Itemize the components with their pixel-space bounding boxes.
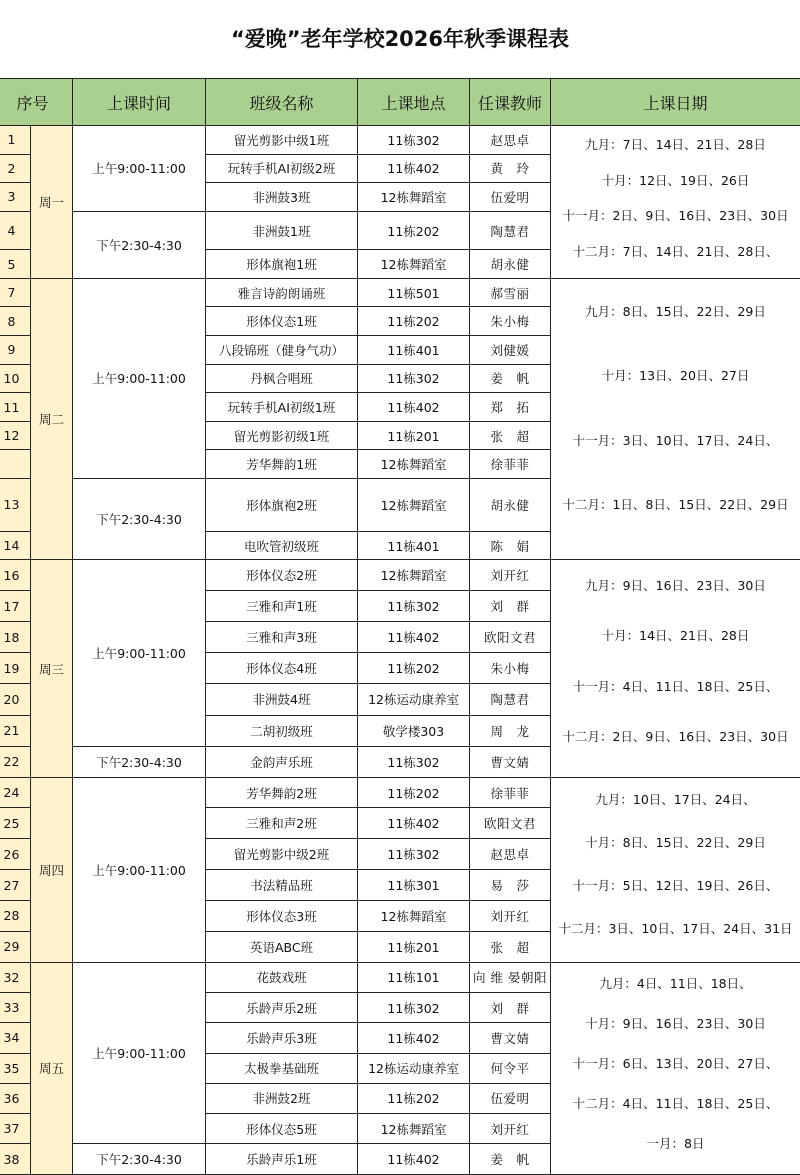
row-seq: 20 bbox=[0, 684, 31, 715]
location-cell: 11栋302 bbox=[358, 364, 470, 393]
header-teacher: 任课教师 bbox=[470, 79, 551, 126]
class-dates-cell bbox=[551, 278, 800, 560]
teacher-cell: 张 超 bbox=[470, 421, 551, 450]
location-cell: 11栋402 bbox=[358, 808, 470, 839]
teacher-cell: 刘 群 bbox=[470, 591, 551, 622]
location-cell: 12栋舞蹈室 bbox=[358, 560, 470, 591]
row-seq: 19 bbox=[0, 653, 31, 684]
row-seq: 38 bbox=[0, 1144, 31, 1174]
row-seq: 27 bbox=[0, 870, 31, 901]
row-seq: 25 bbox=[0, 808, 31, 839]
schedule-table bbox=[0, 78, 800, 1175]
location-cell: 11栋301 bbox=[358, 870, 470, 901]
row-seq: 22 bbox=[0, 746, 31, 777]
class-name-cell: 芳华舞韵2班 bbox=[206, 777, 358, 808]
teacher-cell: 刘 群 bbox=[470, 992, 551, 1022]
location-cell: 11栋201 bbox=[358, 421, 470, 450]
class-name-cell: 留光剪影中级2班 bbox=[206, 839, 358, 870]
class-name-cell: 玩转手机AI初级2班 bbox=[206, 154, 358, 183]
row-seq: 10 bbox=[0, 364, 31, 393]
class-dates-cell bbox=[551, 126, 800, 279]
row-seq: 13 bbox=[0, 479, 31, 532]
location-cell: 11栋101 bbox=[358, 962, 470, 992]
time-slot-cell: 下午2:30-4:30 bbox=[73, 1144, 206, 1174]
row-seq: 11 bbox=[0, 393, 31, 422]
date-line: 十二月：1日、8日、15日、22日、29日 bbox=[562, 497, 789, 513]
time-slot-cell: 下午2:30-4:30 bbox=[73, 479, 206, 560]
teacher-cell: 刘开红 bbox=[470, 560, 551, 591]
class-name-cell: 芳华舞韵1班 bbox=[206, 450, 358, 479]
date-line: 十一月：2日、9日、16日、23日、30日 bbox=[562, 208, 789, 224]
location-cell: 12栋舞蹈室 bbox=[358, 900, 470, 931]
location-cell: 11栋202 bbox=[358, 211, 470, 250]
class-name-cell: 英语ABC班 bbox=[206, 931, 358, 962]
class-dates-cell bbox=[551, 560, 800, 777]
teacher-cell: 郝雪丽 bbox=[470, 278, 551, 307]
class-name-cell: 乐龄声乐2班 bbox=[206, 992, 358, 1022]
teacher-cell: 黄 玲 bbox=[470, 154, 551, 183]
location-cell: 11栋401 bbox=[358, 531, 470, 560]
location-cell: 11栋202 bbox=[358, 653, 470, 684]
page-title: “爱晚”老年学校2026年秋季课程表 bbox=[230, 27, 570, 51]
date-line: 十月：13日、20日、27日 bbox=[601, 368, 750, 384]
date-line: 九月：7日、14日、21日、28日 bbox=[585, 136, 766, 152]
location-cell: 11栋501 bbox=[358, 278, 470, 307]
location-cell: 12栋舞蹈室 bbox=[358, 1114, 470, 1144]
class-name-cell: 雅言诗韵朗诵班 bbox=[206, 278, 358, 307]
row-seq: 21 bbox=[0, 715, 31, 746]
location-cell: 11栋402 bbox=[358, 622, 470, 653]
location-cell: 11栋302 bbox=[358, 746, 470, 777]
date-line: 十月：12日、19日、26日 bbox=[601, 172, 750, 188]
row-seq: 9 bbox=[0, 336, 31, 365]
row-seq: 8 bbox=[0, 307, 31, 336]
teacher-cell: 周 龙 bbox=[470, 715, 551, 746]
row-seq: 18 bbox=[0, 622, 31, 653]
date-line: 九月：9日、16日、23日、30日 bbox=[585, 578, 766, 594]
date-line: 十二月：3日、10日、17日、24日、31日 bbox=[558, 920, 793, 936]
teacher-cell: 陶慧君 bbox=[470, 211, 551, 250]
teacher-cell: 张 超 bbox=[470, 931, 551, 962]
teacher-cell: 刘健媛 bbox=[470, 336, 551, 365]
teacher-cell: 陶慧君 bbox=[470, 684, 551, 715]
date-line: 十月：9日、16日、23日、30日 bbox=[585, 1015, 766, 1031]
date-line: 十一月：5日、12日、19日、26日、 bbox=[572, 877, 779, 893]
class-name-cell: 非洲鼓4班 bbox=[206, 684, 358, 715]
teacher-cell: 胡永健 bbox=[470, 250, 551, 279]
table-row bbox=[0, 126, 800, 155]
location-cell: 11栋402 bbox=[358, 1023, 470, 1053]
class-name-cell: 花鼓戏班 bbox=[206, 962, 358, 992]
date-line: 九月：10日、17日、24日、 bbox=[595, 792, 756, 808]
weekday-cell: 周一 bbox=[31, 126, 73, 279]
table-row bbox=[0, 278, 800, 307]
row-seq: 34 bbox=[0, 1023, 31, 1053]
class-name-cell: 三雅和声3班 bbox=[206, 622, 358, 653]
class-name-cell: 乐龄声乐1班 bbox=[206, 1144, 358, 1174]
class-name-cell: 乐龄声乐3班 bbox=[206, 1023, 358, 1053]
row-seq: 32 bbox=[0, 962, 31, 992]
row-seq: 5 bbox=[0, 250, 31, 279]
location-cell: 12栋舞蹈室 bbox=[358, 479, 470, 532]
class-name-cell: 形体旗袍1班 bbox=[206, 250, 358, 279]
location-cell: 11栋302 bbox=[358, 839, 470, 870]
date-line: 十二月：4日、11日、18日、25日、 bbox=[572, 1095, 779, 1111]
location-cell: 11栋401 bbox=[358, 336, 470, 365]
time-slot-cell: 上午9:00-11:00 bbox=[73, 560, 206, 746]
class-name-cell: 留光剪影中级1班 bbox=[206, 126, 358, 155]
time-slot-cell: 下午2:30-4:30 bbox=[73, 211, 206, 278]
class-name-cell: 三雅和声1班 bbox=[206, 591, 358, 622]
teacher-cell: 向 维 晏朝阳 bbox=[470, 962, 551, 992]
row-seq: 3 bbox=[0, 183, 31, 212]
row-seq: 2 bbox=[0, 154, 31, 183]
class-name-cell: 非洲鼓2班 bbox=[206, 1083, 358, 1113]
class-name-cell: 形体旗袍2班 bbox=[206, 479, 358, 532]
row-seq: 16 bbox=[0, 560, 31, 591]
class-name-cell: 形体仪态2班 bbox=[206, 560, 358, 591]
location-cell: 12栋舞蹈室 bbox=[358, 250, 470, 279]
class-name-cell: 三雅和声2班 bbox=[206, 808, 358, 839]
row-seq: 12 bbox=[0, 421, 31, 450]
class-name-cell: 留光剪影初级1班 bbox=[206, 421, 358, 450]
header-dates: 上课日期 bbox=[551, 79, 800, 126]
teacher-cell: 伍爱明 bbox=[470, 183, 551, 212]
teacher-cell: 何令平 bbox=[470, 1053, 551, 1083]
header-row bbox=[0, 79, 800, 126]
teacher-cell: 刘开红 bbox=[470, 900, 551, 931]
teacher-cell: 刘开红 bbox=[470, 1114, 551, 1144]
row-seq: 36 bbox=[0, 1083, 31, 1113]
teacher-cell: 郑 拓 bbox=[470, 393, 551, 422]
date-line: 十二月：7日、14日、21日、28日、 bbox=[572, 244, 779, 260]
location-cell: 11栋402 bbox=[358, 393, 470, 422]
class-name-cell: 太极拳基础班 bbox=[206, 1053, 358, 1083]
row-seq: 29 bbox=[0, 931, 31, 962]
class-name-cell: 非洲鼓3班 bbox=[206, 183, 358, 212]
row-seq: 28 bbox=[0, 900, 31, 931]
teacher-cell: 胡永健 bbox=[470, 479, 551, 532]
location-cell: 12栋舞蹈室 bbox=[358, 450, 470, 479]
date-line: 十月：8日、15日、22日、29日 bbox=[585, 834, 766, 850]
date-line: 十二月：2日、9日、16日、23日、30日 bbox=[562, 728, 789, 744]
teacher-cell: 赵思卓 bbox=[470, 126, 551, 155]
teacher-cell: 曹文婧 bbox=[470, 746, 551, 777]
class-name-cell: 书法精品班 bbox=[206, 870, 358, 901]
location-cell: 11栋302 bbox=[358, 126, 470, 155]
row-seq: 14 bbox=[0, 531, 31, 560]
weekday-cell: 周四 bbox=[31, 777, 73, 962]
row-seq: 17 bbox=[0, 591, 31, 622]
class-name-cell: 形体仪态3班 bbox=[206, 900, 358, 931]
date-line: 十月：14日、21日、28日 bbox=[601, 628, 750, 644]
row-seq: 24 bbox=[0, 777, 31, 808]
table-row bbox=[0, 962, 800, 992]
table-row bbox=[0, 777, 800, 808]
date-line: 十一月：3日、10日、17日、24日、 bbox=[572, 432, 779, 448]
teacher-cell: 曹文婧 bbox=[470, 1023, 551, 1053]
teacher-cell: 徐菲菲 bbox=[470, 777, 551, 808]
row-seq: 37 bbox=[0, 1114, 31, 1144]
weekday-cell: 周二 bbox=[31, 278, 73, 560]
teacher-cell: 朱小梅 bbox=[470, 653, 551, 684]
location-cell: 11栋302 bbox=[358, 591, 470, 622]
weekday-cell: 周三 bbox=[31, 560, 73, 777]
teacher-cell: 徐菲菲 bbox=[470, 450, 551, 479]
date-line: 九月：8日、15日、22日、29日 bbox=[585, 304, 766, 320]
time-slot-cell: 上午9:00-11:00 bbox=[73, 278, 206, 478]
location-cell: 11栋202 bbox=[358, 777, 470, 808]
class-name-cell: 电吹管初级班 bbox=[206, 531, 358, 560]
location-cell: 11栋302 bbox=[358, 992, 470, 1022]
teacher-cell: 赵思卓 bbox=[470, 839, 551, 870]
class-name-cell: 八段锦班（健身气功） bbox=[206, 336, 358, 365]
class-name-cell: 形体仪态4班 bbox=[206, 653, 358, 684]
location-cell: 12栋运动康养室 bbox=[358, 1053, 470, 1083]
class-name-cell: 非洲鼓1班 bbox=[206, 211, 358, 250]
class-name-cell: 形体仪态1班 bbox=[206, 307, 358, 336]
date-line: 一月：8日 bbox=[646, 1135, 705, 1151]
teacher-cell: 姜 帆 bbox=[470, 1144, 551, 1174]
time-slot-cell: 上午9:00-11:00 bbox=[73, 777, 206, 962]
location-cell: 11栋402 bbox=[358, 1144, 470, 1174]
class-dates-cell bbox=[551, 777, 800, 962]
row-seq: 4 bbox=[0, 211, 31, 250]
table-row bbox=[0, 560, 800, 591]
location-cell: 11栋402 bbox=[358, 154, 470, 183]
teacher-cell: 易 莎 bbox=[470, 870, 551, 901]
row-seq: 33 bbox=[0, 992, 31, 1022]
location-cell: 11栋202 bbox=[358, 1083, 470, 1113]
date-line: 十一月：4日、11日、18日、25日、 bbox=[572, 678, 779, 694]
header-class: 班级名称 bbox=[206, 79, 358, 126]
teacher-cell: 欧阳文君 bbox=[470, 622, 551, 653]
teacher-cell: 欧阳文君 bbox=[470, 808, 551, 839]
teacher-cell: 姜 帆 bbox=[470, 364, 551, 393]
class-name-cell: 形体仪态5班 bbox=[206, 1114, 358, 1144]
teacher-cell: 朱小梅 bbox=[470, 307, 551, 336]
date-line: 九月：4日、11日、18日、 bbox=[599, 975, 752, 991]
location-cell: 11栋202 bbox=[358, 307, 470, 336]
time-slot-cell: 上午9:00-11:00 bbox=[73, 126, 206, 212]
row-seq bbox=[0, 450, 31, 479]
row-seq: 35 bbox=[0, 1053, 31, 1083]
location-cell: 敬学楼303 bbox=[358, 715, 470, 746]
row-seq: 1 bbox=[0, 126, 31, 155]
header-location: 上课地点 bbox=[358, 79, 470, 126]
location-cell: 11栋201 bbox=[358, 931, 470, 962]
header-seq: 序号 bbox=[0, 79, 73, 126]
class-name-cell: 丹枫合唱班 bbox=[206, 364, 358, 393]
class-name-cell: 金韵声乐班 bbox=[206, 746, 358, 777]
time-slot-cell: 下午2:30-4:30 bbox=[73, 746, 206, 777]
weekday-cell: 周五 bbox=[31, 962, 73, 1174]
date-line: 十一月：6日、13日、20日、27日、 bbox=[572, 1055, 779, 1071]
teacher-cell: 陈 娟 bbox=[470, 531, 551, 560]
teacher-cell: 伍爱明 bbox=[470, 1083, 551, 1113]
row-seq: 7 bbox=[0, 278, 31, 307]
time-slot-cell: 上午9:00-11:00 bbox=[73, 962, 206, 1144]
location-cell: 12栋舞蹈室 bbox=[358, 183, 470, 212]
class-name-cell: 玩转手机AI初级1班 bbox=[206, 393, 358, 422]
class-dates-cell bbox=[551, 962, 800, 1174]
row-seq: 26 bbox=[0, 839, 31, 870]
location-cell: 12栋运动康养室 bbox=[358, 684, 470, 715]
header-time: 上课时间 bbox=[73, 79, 206, 126]
class-name-cell: 二胡初级班 bbox=[206, 715, 358, 746]
